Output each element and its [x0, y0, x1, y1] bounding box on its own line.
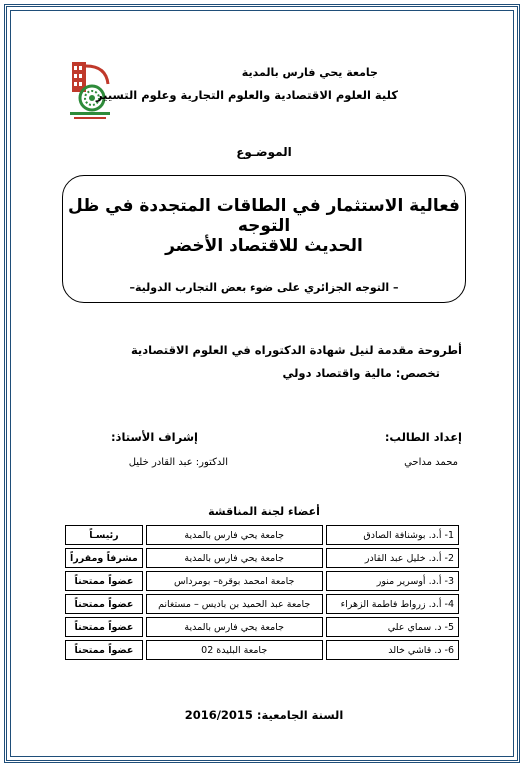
member-institution: جامعة امحمد بوقرة– بومرداس — [146, 571, 323, 591]
member-name: 3- أ.د. أوسرير منور — [326, 571, 459, 591]
prepared-by-label: إعداد الطالب: — [384, 430, 462, 444]
university-name: جامعة يحي فارس بالمدية — [241, 66, 378, 79]
academic-year: السنة الجامعية: 2016/2015 — [184, 708, 344, 722]
member-name: 5- د. سماي علي — [326, 617, 459, 637]
subject-label: الموضـوع — [236, 145, 292, 159]
supervision-label: إشراف الأستاذ: — [110, 430, 198, 444]
member-role: عضواً ممتحناً — [65, 640, 143, 660]
member-institution: جامعة البليدة 02 — [146, 640, 323, 660]
supervisor-name: الدكتور: عبد القادر خليل — [128, 457, 228, 468]
member-institution: جامعة يحي فارس بالمدية — [146, 525, 323, 545]
table-row — [65, 548, 459, 568]
student-name: محمد مداحي — [404, 457, 458, 468]
member-role: عضواً ممتحناً — [65, 571, 143, 591]
specialization: تخصص: مالية واقتصاد دولي — [282, 366, 440, 380]
thesis-description: أطروحة مقدمة لنيل شهادة الدكتوراه في العلوم الاقتصادية — [130, 343, 462, 357]
table-row — [65, 594, 459, 614]
thesis-subtitle: – التوجه الجزائري على ضوء بعض التجارب الدولية– — [129, 281, 399, 294]
member-name: 1- أ.د. بوشنافة الصادق — [326, 525, 459, 545]
faculty-name: كلية العلوم الاقتصادية والعلوم التجارية وعلوم التسيير — [96, 88, 398, 102]
member-institution: جامعة يحي فارس بالمدية — [146, 548, 323, 568]
committee-table — [62, 522, 462, 663]
thesis-title-line-2: الحديث للاقتصاد الأخضر — [165, 236, 363, 256]
member-role: عضواً ممتحناً — [65, 617, 143, 637]
table-row — [65, 525, 459, 545]
member-role: رئيسـاً — [65, 525, 143, 545]
member-institution: جامعة يحي فارس بالمدية — [146, 617, 323, 637]
member-institution: جامعة عبد الحميد بن باديس – مستغانم — [146, 594, 323, 614]
thesis-title-line-1: فعالية الاستثمار في الطاقات المتجددة في ظل التوجه — [68, 196, 460, 236]
table-row — [65, 617, 459, 637]
member-role: عضواً ممتحناً — [65, 594, 143, 614]
table-row — [65, 640, 459, 660]
committee-title: أعضاء لجنة المناقشة — [208, 505, 320, 518]
table-row — [65, 571, 459, 591]
member-name: 6- د. قاشي خالد — [326, 640, 459, 660]
member-name: 4- أ.د. زرواط فاطمة الزهراء — [326, 594, 459, 614]
member-name: 2- أ.د. خليل عبد القادر — [326, 548, 459, 568]
member-role: مشرفاً ومقرراً — [65, 548, 143, 568]
